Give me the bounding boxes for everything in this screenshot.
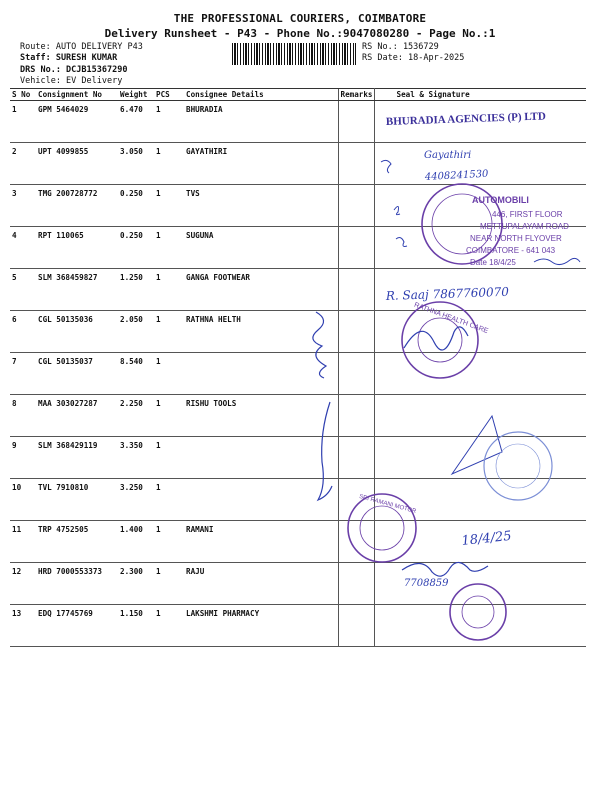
cell-seal-signature [374, 353, 586, 395]
cell-weight: 0.250 [118, 227, 154, 269]
cell-remarks [338, 395, 374, 437]
cell-weight: 1.400 [118, 521, 154, 563]
table-row [10, 227, 586, 269]
cell-seal-signature [374, 521, 586, 563]
cell-consignment-no: TMG 200728772 [36, 185, 118, 227]
table-row [10, 395, 586, 437]
cell-consignee: BHURADIA [184, 101, 338, 143]
cell-pcs: 1 [154, 521, 184, 563]
cell-sno: 10 [10, 479, 36, 521]
stamp-line-4: NEAR NORTH FLYOVER [470, 234, 562, 243]
barcode [232, 43, 356, 65]
cell-consignee: RAJU [184, 563, 338, 605]
cell-seal-signature [374, 479, 586, 521]
table-row [10, 521, 586, 563]
cell-sno: 7 [10, 353, 36, 395]
cell-remarks [338, 143, 374, 185]
cell-sno: 1 [10, 101, 36, 143]
cell-remarks [338, 521, 374, 563]
rs-date: RS Date: 18-Apr-2025 [362, 53, 465, 63]
cell-sno: 4 [10, 227, 36, 269]
col-header-remarks: Remarks [338, 89, 374, 101]
cell-remarks [338, 101, 374, 143]
cell-consignee [184, 437, 338, 479]
table-row [10, 311, 586, 353]
cell-pcs: 1 [154, 479, 184, 521]
cell-pcs: 1 [154, 437, 184, 479]
rathna-stamp-text: RATHNA HEALTH CARE [413, 301, 489, 336]
cell-pcs: 1 [154, 311, 184, 353]
table-row [10, 479, 586, 521]
cell-weight: 2.050 [118, 311, 154, 353]
row11-handwritten-date: 18/4/25 [460, 528, 513, 549]
cell-consignment-no: GPM 5464029 [36, 101, 118, 143]
cell-consignee: RAMANI [184, 521, 338, 563]
cell-consignment-no: EDQ 17745769 [36, 605, 118, 647]
cell-pcs: 1 [154, 563, 184, 605]
staff-label: Staff: SURESH KUMAR [20, 53, 118, 63]
cell-weight: 1.150 [118, 605, 154, 647]
cell-seal-signature [374, 227, 586, 269]
table-row [10, 101, 586, 143]
row1-company-stamp-text: BHURADIA AGENCIES (P) LTD [385, 110, 547, 128]
cell-consignee: LAKSHMI PHARMACY [184, 605, 338, 647]
runsheet-subtitle: Delivery Runsheet - P43 - Phone No.:9047080280 - Page No.:1 [104, 27, 496, 40]
cell-consignment-no: RPT 110065 [36, 227, 118, 269]
col-header-consignee: Consignee Details [184, 89, 338, 101]
cell-seal-signature [374, 437, 586, 479]
cell-weight: 1.250 [118, 269, 154, 311]
col-header-weight: Weight [118, 89, 154, 101]
cell-consignment-no: TVL 7910810 [36, 479, 118, 521]
drs-number: DRS No.: DCJB15367290 [20, 65, 128, 75]
col-header-sno: S No [10, 89, 36, 101]
cell-consignee [184, 479, 338, 521]
ramani-stamp-text: SRI RAMANI MOTOR [358, 493, 417, 515]
cell-pcs: 1 [154, 143, 184, 185]
table-row [10, 563, 586, 605]
cell-seal-signature [374, 605, 586, 647]
row12-handwritten-phone: 7708859 [404, 578, 449, 589]
cell-sno: 9 [10, 437, 36, 479]
vehicle-label: Vehicle: EV Delivery [20, 76, 123, 86]
cell-pcs: 1 [154, 353, 184, 395]
cell-pcs: 1 [154, 395, 184, 437]
cell-pcs: 1 [154, 269, 184, 311]
cell-sno: 6 [10, 311, 36, 353]
cell-consignment-no: MAA 303027287 [36, 395, 118, 437]
stamp-line-3: METTUPALAYAM ROAD [480, 222, 569, 231]
cell-consignment-no: UPT 4099855 [36, 143, 118, 185]
route-label: Route: AUTO DELIVERY P43 [20, 42, 143, 52]
col-header-seal: Seal & Signature [374, 89, 586, 101]
cell-weight: 3.050 [118, 143, 154, 185]
col-header-pcs: PCS [154, 89, 184, 101]
cell-consignment-no: CGL 50135037 [36, 353, 118, 395]
cell-weight: 2.300 [118, 563, 154, 605]
cell-weight: 2.250 [118, 395, 154, 437]
cell-weight: 8.540 [118, 353, 154, 395]
cell-consignee: SUGUNA [184, 227, 338, 269]
cell-remarks [338, 311, 374, 353]
cell-consignment-no: TRP 4752505 [36, 521, 118, 563]
cell-pcs: 1 [154, 605, 184, 647]
cell-seal-signature [374, 185, 586, 227]
cell-consignee: TVS [184, 185, 338, 227]
cell-seal-signature [374, 563, 586, 605]
cell-weight: 6.470 [118, 101, 154, 143]
cell-remarks [338, 605, 374, 647]
cell-consignment-no: SLM 368459827 [36, 269, 118, 311]
cell-remarks [338, 563, 374, 605]
cell-seal-signature [374, 269, 586, 311]
cell-pcs: 1 [154, 227, 184, 269]
cell-weight: 3.350 [118, 437, 154, 479]
col-header-consignment: Consignment No [36, 89, 118, 101]
cell-pcs: 1 [154, 185, 184, 227]
row2-handwritten-phone: 4408241530 [424, 168, 489, 183]
cell-remarks [338, 269, 374, 311]
cell-seal-signature [374, 395, 586, 437]
table-header-row [10, 89, 586, 101]
table-row [10, 605, 586, 647]
cell-sno: 13 [10, 605, 36, 647]
cell-consignee: GAYATHIRI [184, 143, 338, 185]
cell-consignee: GANGA FOOTWEAR [184, 269, 338, 311]
cell-remarks [338, 227, 374, 269]
cell-remarks [338, 353, 374, 395]
cell-consignment-no: CGL 50135036 [36, 311, 118, 353]
cell-weight: 3.250 [118, 479, 154, 521]
table-row [10, 143, 586, 185]
cell-consignment-no: SLM 368429119 [36, 437, 118, 479]
cell-seal-signature [374, 311, 586, 353]
cell-sno: 8 [10, 395, 36, 437]
cell-remarks [338, 185, 374, 227]
stamp-line-5: COIMBATORE - 641 043 [466, 246, 556, 255]
table-row [10, 269, 586, 311]
cell-seal-signature [374, 101, 586, 143]
cell-remarks [338, 479, 374, 521]
runsheet-table [10, 88, 586, 647]
cell-sno: 5 [10, 269, 36, 311]
stamp-line-2: 446, FIRST FLOOR [492, 210, 563, 219]
company-title: THE PROFESSIONAL COURIERS, COIMBATORE [173, 12, 427, 25]
stamp-line-1: AUTOMOBILI [472, 195, 529, 205]
cell-consignee [184, 353, 338, 395]
row2-handwritten-name: Gayathiri [424, 150, 472, 161]
table-row [10, 185, 586, 227]
cell-sno: 2 [10, 143, 36, 185]
cell-remarks [338, 437, 374, 479]
cell-sno: 3 [10, 185, 36, 227]
cell-sno: 11 [10, 521, 36, 563]
stamp-line-6: Date 18/4/25 [470, 258, 516, 267]
cell-consignee: RATHNA HELTH [184, 311, 338, 353]
cell-consignment-no: HRD 7000553373 [36, 563, 118, 605]
cell-pcs: 1 [154, 101, 184, 143]
table-row [10, 437, 586, 479]
row5-handwritten-phone: R. Saaj 7867760070 [385, 284, 510, 303]
cell-seal-signature [374, 143, 586, 185]
cell-consignee: RISHU TOOLS [184, 395, 338, 437]
rs-number: RS No.: 1536729 [362, 42, 439, 52]
cell-sno: 12 [10, 563, 36, 605]
table-row [10, 353, 586, 395]
cell-weight: 0.250 [118, 185, 154, 227]
